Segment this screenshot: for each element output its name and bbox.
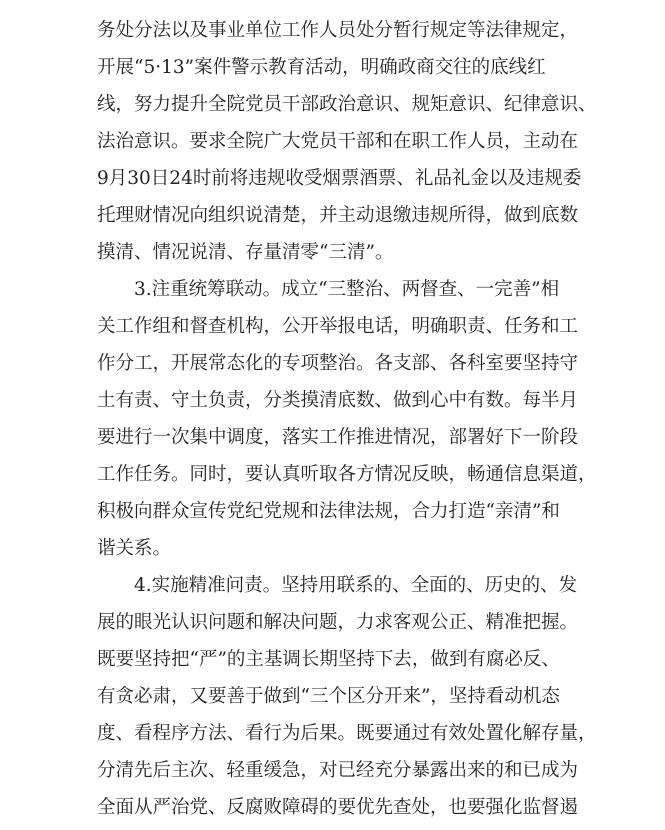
text-line: 托理财情况向组织说清楚，并主动退缴违规所得，做到底数 (97, 205, 579, 226)
text-line: 法治意识。要求全院广大党员干部和在职工作人员，主动在 (97, 131, 579, 152)
text-line: 线，努力提升全院党员干部政治意识、规矩意识、纪律意识、 (97, 94, 597, 115)
text-line: 既要坚持把“严”的主基调长期坚持下去，做到有腐必反、 (97, 649, 560, 670)
paragraph-3-heading-line: 3.注重统筹联动。成立“三整治、两督查、一完善”相 (134, 279, 560, 300)
text-line: 度、看程序方法、看行为后果。既要通过有效处置化解存量， (97, 723, 597, 744)
text-line: 谐关系。 (97, 538, 172, 559)
text-line: 9月30日24时前将违规收受烟票酒票、礼品礼金以及违规委 (97, 168, 582, 189)
text-line: 开展“5·13”案件警示教育活动，明确政商交往的底线红 (97, 57, 546, 78)
text-line: 摸清、情况说清、存量清零“三清”。 (97, 242, 394, 263)
paragraph-4-heading-line: 4.实施精准问责。坚持用联系的、全面的、历史的、发 (134, 575, 578, 596)
text-line: 要进行一次集中调度，落实工作推进情况，部署好下一阶段 (97, 427, 579, 448)
text-line: 作分工，开展常态化的专项整治。各支部、各科室要坚持守 (97, 353, 579, 374)
text-line: 土有责、守土负责，分类摸清底数、做到心中有数。每半月 (97, 390, 579, 411)
text-line: 全面从严治党、反腐败障碍的要优先查处，也要强化监督遏 (97, 797, 579, 818)
text-line: 积极向群众宣传党纪党规和法律法规，合力打造“亲清”和 (97, 501, 560, 522)
text-line: 工作任务。同时，要认真听取各方情况反映，畅通信息渠道， (97, 464, 597, 485)
text-line: 分清先后主次、轻重缓急，对已经充分暴露出来的和已成为 (97, 760, 579, 781)
text-line: 务处分法以及事业单位工作人员处分暂行规定等法律规定， (97, 20, 579, 41)
text-line: 关工作组和督查机构，公开举报电话，明确职责、任务和工 (97, 316, 579, 337)
text-line: 有贪必肃，又要善于做到“三个区分开来”，坚持看动机态 (97, 686, 560, 707)
text-line: 展的眼光认识问题和解决问题，力求客观公正、精准把握。 (97, 612, 579, 633)
